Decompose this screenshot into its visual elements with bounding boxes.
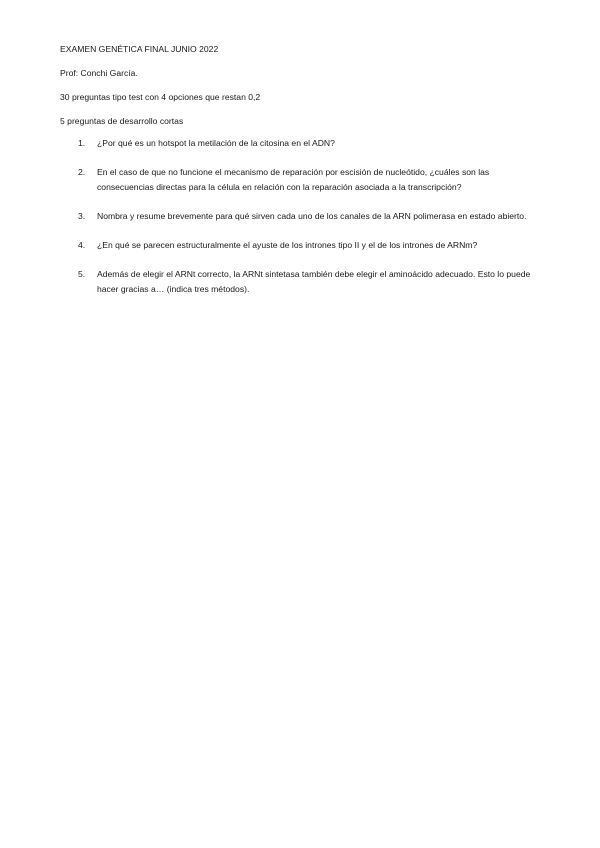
question-number: 3. [78, 211, 86, 221]
question-number: 2. [78, 167, 86, 177]
question-item [78, 136, 548, 151]
question-text: En el caso de que no funcione el mecanismo de reparación por escisión de nucleótido, ¿cuáles son las consecuencias directas para la célula en relación con la reparación asociada a la transcripción? [97, 167, 490, 192]
question-number: 1. [78, 138, 86, 148]
test-questions-info: 30 preguntas tipo test con 4 opciones que restan 0,2 [60, 92, 261, 102]
short-questions-info: 5 preguntas de desarrollo cortas [60, 116, 184, 126]
question-item [78, 267, 548, 297]
question-text: ¿Por qué es un hotspot la metilación de la citosina en el ADN? [97, 138, 335, 148]
question-item [78, 238, 548, 253]
question-item [78, 165, 548, 195]
question-text: ¿En qué se parecen estructuralmente el ayuste de los intrones tipo II y el de los intrones de ARNm? [97, 240, 478, 250]
question-item [78, 209, 548, 224]
question-number: 4. [78, 240, 86, 250]
exam-title: EXAMEN GENÉTICA FINAL JUNIO 2022 [60, 44, 219, 54]
question-text: Además de elegir el ARNt correcto, la ARNt sintetasa también debe elegir el aminoácido adecuado. Esto lo puede hacer gracias a… (indica tres métodos). [97, 269, 531, 294]
question-number: 5. [78, 269, 86, 279]
professor-line: Prof: Conchi García. [60, 68, 138, 78]
question-list [78, 136, 548, 297]
question-text: Nombra y resume brevemente para qué sirven cada uno de los canales de la ARN polimerasa en estado abierto. [97, 211, 527, 221]
